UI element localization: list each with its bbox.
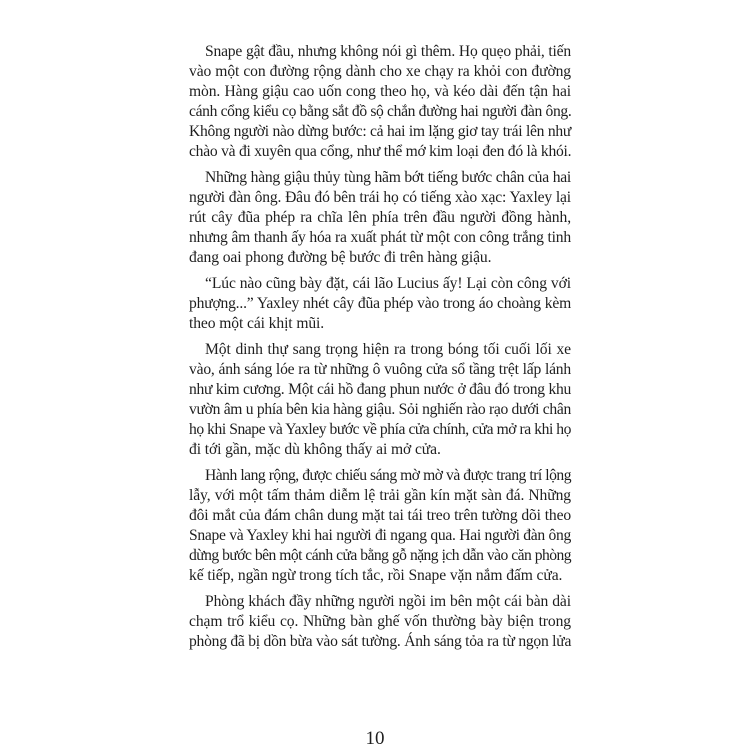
paragraph (189, 340, 571, 460)
text-line: Không người nào dừng bước: cả hai im lặng giơ tay trái lên như (189, 123, 571, 140)
text-line: như kim cương. Một cái hồ đang phun nước ở đâu đó trong khu (189, 381, 571, 398)
paragraph (189, 42, 571, 162)
text-line: kế tiếp, ngần ngừ trong tích tắc, rồi Snape vặn nắm đấm cửa. (189, 567, 563, 584)
text-line: Phòng khách đầy những người ngồi im bên một cái bàn dài (205, 593, 571, 610)
text-line: vào, ánh sáng lóe ra từ những ô vuông cửa sổ tầng trệt lấp lánh (189, 361, 571, 378)
text-line: đang oai phong đường bệ bước đi trên hàng giậu. (189, 249, 492, 266)
text-line: chào và đi xuyên qua cổng, như thể mớ kim loại đen đó là khói. (189, 143, 572, 160)
text-line: Snape gật đầu, nhưng không nói gì thêm. Họ quẹo phải, tiến (205, 43, 571, 60)
text-line: rút cây đũa phép ra chĩa lên phía trên đầu người đồng hành, (189, 209, 571, 226)
book-page-text (189, 42, 571, 658)
text-line: họ khi Snape và Yaxley bước về phía cửa chính, cửa mở ra khi họ (189, 421, 571, 438)
paragraph (189, 274, 571, 334)
text-line: chạm trổ kiểu cọ. Những bàn ghế vốn thường bày biện trong (189, 613, 571, 630)
text-line: cánh cổng kiểu cọ bằng sắt đồ sộ chắn đường hai người đàn ông. (189, 103, 572, 120)
paragraph (189, 592, 571, 652)
text-line: “Lúc nào cũng bày đặt, cái lão Lucius ấy! Lại còn công với (205, 275, 571, 292)
text-line: phượng...” Yaxley nhét cây đũa phép vào trong áo choàng kèm (189, 295, 571, 312)
text-line: đi tới gần, mặc dù không thấy ai mở cửa. (189, 441, 441, 458)
text-line: Những hàng giậu thủy tùng hãm bớt tiếng bước chân của hai (205, 169, 571, 186)
paragraph (189, 168, 571, 268)
text-line: Snape và Yaxley khi hai người đi ngang qua. Hai người đàn ông (189, 527, 571, 544)
page-number: 10 (365, 728, 385, 749)
text-line: đôi mắt của đám chân dung mặt tai tái treo trên tường dõi theo (189, 507, 571, 524)
paragraph (189, 466, 571, 586)
text-line: vào một con đường rộng dành cho xe chạy ra khỏi con đường (189, 63, 571, 80)
text-line: nhưng âm thanh ấy hóa ra xuất phát từ một con công trắng tinh (189, 229, 571, 246)
text-line: Một dinh thự sang trọng hiện ra trong bóng tối cuối lối xe (205, 341, 571, 358)
text-line: theo một cái khịt mũi. (189, 315, 325, 332)
text-line: lẫy, với một tấm thảm diễm lệ trải gần kín mặt sàn đá. Những (189, 487, 571, 504)
text-line: người đàn ông. Đâu đó bên trái họ có tiếng xào xạc: Yaxley lại (189, 189, 571, 206)
text-line: dừng bước bên một cánh cửa bằng gỗ nặng ịch dẫn vào căn phòng (189, 547, 571, 564)
text-line: Hành lang rộng, được chiếu sáng mờ mờ và được trang trí lộng (205, 467, 571, 484)
text-line: vườn âm u phía bên kia hàng giậu. Sỏi nghiến rào rạo dưới chân (189, 401, 572, 418)
text-line: mòn. Hàng giậu cao uốn cong theo họ, và kéo dài đến tận hai (189, 83, 571, 100)
text-line: phòng đã bị dồn bừa vào sát tường. Ánh sáng tỏa ra từ ngọn lửa (189, 633, 572, 650)
